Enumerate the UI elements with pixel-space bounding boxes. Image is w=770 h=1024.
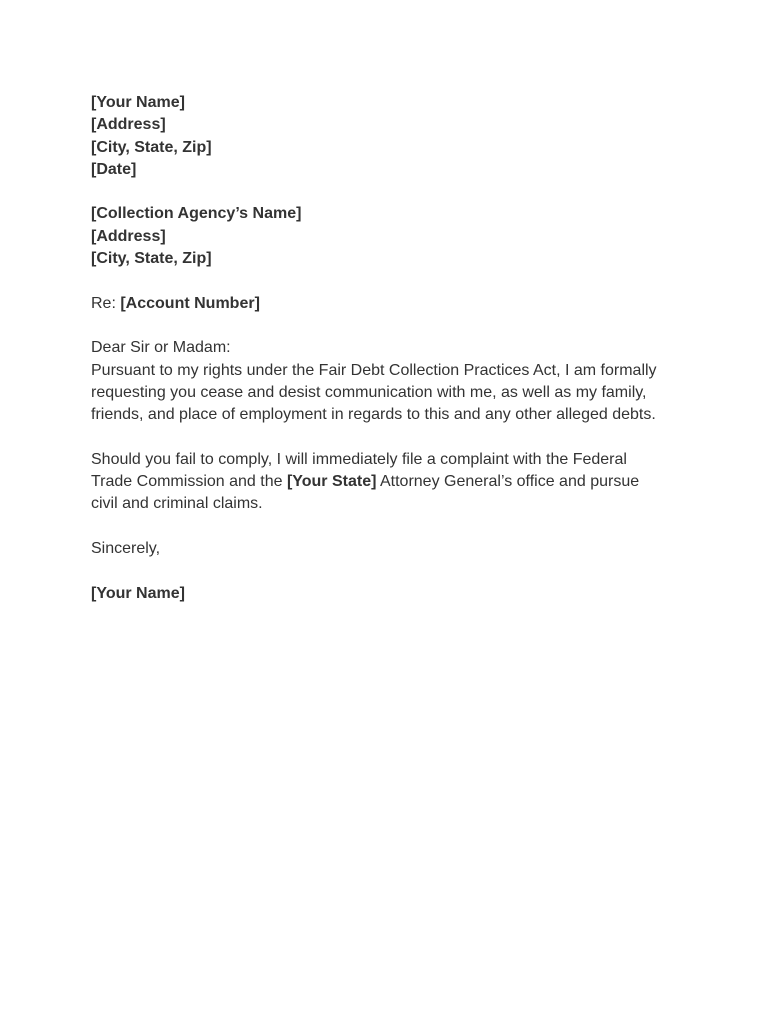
spacer (91, 516, 691, 538)
paragraph-text: Trade Commission and the (91, 473, 287, 491)
recipient-agency-name: [Collection Agency’s Name] (91, 205, 302, 223)
paragraph-line: friends, and place of employment in regards to this and any other alleged debts. (91, 406, 656, 424)
signature-name: [Your Name] (91, 584, 185, 602)
recipient-block (91, 203, 691, 270)
paragraph-line: Pursuant to my rights under the Fair Debt Collection Practices Act, I am formally (91, 361, 657, 379)
paragraph-line: requesting you cease and desist communication with me, as well as my family, (91, 383, 647, 401)
spacer (91, 426, 691, 448)
sender-city-state-zip: [City, State, Zip] (91, 138, 212, 156)
spacer (91, 181, 691, 203)
reference-prefix: Re: (91, 294, 121, 312)
sender-address: [Address] (91, 116, 166, 134)
paragraph-line-with-state (91, 471, 691, 493)
salutation: Dear Sir or Madam: (91, 339, 231, 357)
sender-name: [Your Name] (91, 94, 185, 111)
body-paragraph-1 (91, 360, 691, 427)
valediction: Sincerely, (91, 539, 161, 557)
spacer (91, 560, 691, 582)
recipient-city-state-zip: [City, State, Zip] (91, 250, 212, 268)
letter-date: [Date] (91, 160, 137, 178)
reference-line (91, 293, 691, 315)
your-state-placeholder: [Your State] (286, 473, 377, 491)
sender-block (91, 92, 691, 181)
spacer (91, 270, 691, 292)
spacer (91, 315, 691, 337)
paragraph-line: Should you fail to comply, I will immediately file a complaint with the Federal (91, 450, 627, 468)
letter-page (91, 92, 691, 605)
account-number: [Account Number] (120, 294, 260, 312)
paragraph-line: civil and criminal claims. (91, 495, 263, 513)
body-paragraph-2 (91, 449, 691, 516)
paragraph-text: Attorney General’s office and pursue (376, 473, 640, 491)
recipient-address: [Address] (91, 227, 166, 245)
